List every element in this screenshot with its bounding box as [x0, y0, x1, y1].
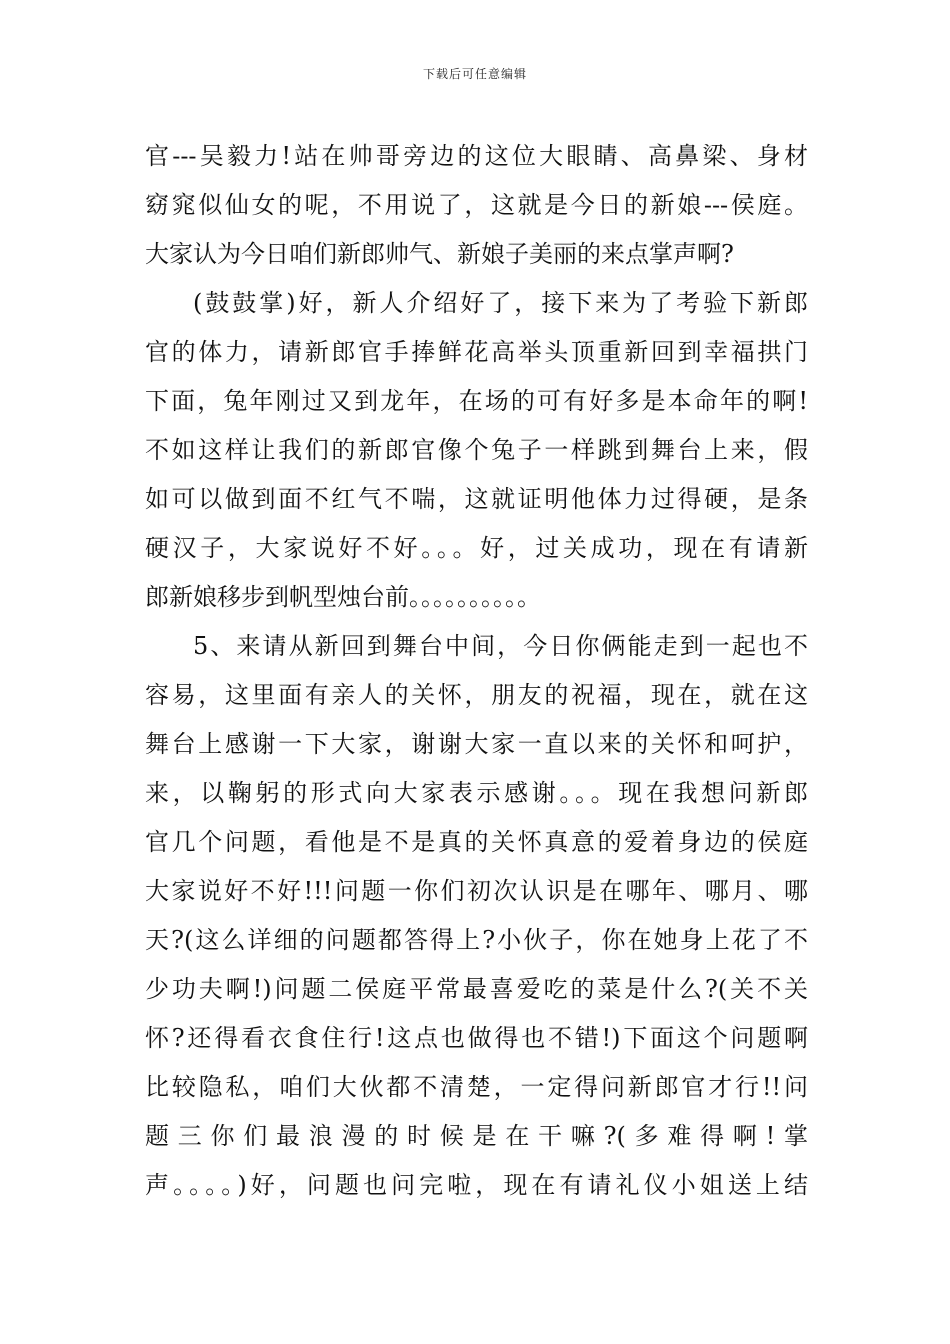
text-line: 来，以鞠躬的形式向大家表示感谢。。。现在我想问新郎 [145, 779, 808, 807]
text-line: 窈窕似仙女的呢，不用说了，这就是今日的新娘---侯庭。 [145, 191, 808, 219]
text-line: 容易，这里面有亲人的关怀，朋友的祝福，现在，就在这 [145, 681, 808, 709]
text-line: 官---吴毅力!站在帅哥旁边的这位大眼睛、高鼻梁、身材 [145, 142, 808, 170]
text-line: 天?(这么详细的问题都答得上?小伙子，你在她身上花了不 [145, 926, 808, 954]
text-line: 官几个问题，看他是不是真的关怀真意的爱着身边的侯庭 [145, 828, 808, 856]
text-line: 怀?还得看衣食住行!这点也做得也不错!)下面这个问题啊 [145, 1024, 808, 1052]
paragraph-start-line: 5、来请从新回到舞台中间，今日你俩能走到一起也不 [193, 632, 808, 660]
document-body [145, 132, 808, 1210]
text-line: 舞台上感谢一下大家，谢谢大家一直以来的关怀和呵护， [145, 730, 808, 758]
text-line: 大家说好不好!!!问题一你们初次认识是在哪年、哪月、哪 [145, 877, 808, 905]
text-line: 如可以做到面不红气不喘，这就证明他体力过得硬，是条 [145, 485, 808, 513]
text-line: 题三你们最浪漫的时候是在干嘛?(多难得啊!掌 [145, 1122, 808, 1150]
text-line: 郎新娘移步到帆型烛台前。。。。。。。。。。 [145, 583, 541, 611]
page-header-note: 下载后可任意编辑 [422, 67, 527, 81]
paragraph-start-line: (鼓鼓掌)好，新人介绍好了，接下来为了考验下新郎 [193, 289, 808, 317]
text-line: 声。。。。)好，问题也问完啦，现在有请礼仪小姐送上结 [145, 1171, 808, 1199]
text-line: 大家认为今日咱们新郎帅气、新娘子美丽的来点掌声啊? [145, 240, 734, 268]
text-line: 比较隐私，咱们大伙都不清楚，一定得问新郎官才行!!问 [145, 1073, 808, 1101]
text-line: 不如这样让我们的新郎官像个兔子一样跳到舞台上来，假 [145, 436, 808, 464]
text-line: 少功夫啊!)问题二侯庭平常最喜爱吃的菜是什么?(关不关 [145, 975, 808, 1003]
text-line: 下面，兔年刚过又到龙年，在场的可有好多是本命年的啊! [145, 387, 808, 415]
text-line: 硬汉子，大家说好不好。。。好，过关成功，现在有请新 [145, 534, 808, 562]
text-line: 官的体力，请新郎官手捧鲜花高举头顶重新回到幸福拱门 [145, 338, 808, 366]
